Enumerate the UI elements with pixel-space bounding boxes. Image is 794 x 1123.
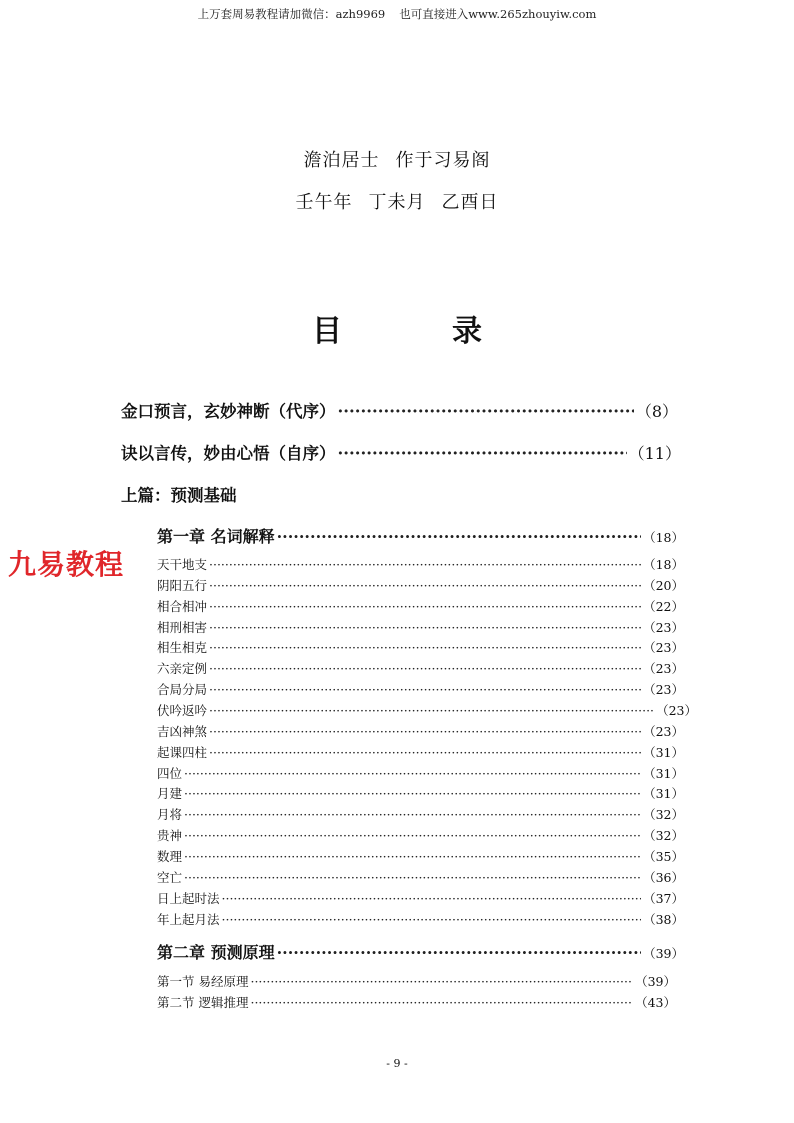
- dot-leader: [209, 578, 641, 593]
- toc-item-title: 空亡: [157, 870, 183, 885]
- toc-item-page: （20）: [643, 578, 684, 593]
- toc-chapter-title: 第二章 预测原理: [157, 943, 275, 962]
- author-name: 澹泊居士: [303, 150, 380, 171]
- toc-item-title: 合局分局: [157, 682, 208, 697]
- header-site-text: 也可直接进入www.265zhouyiw.com: [399, 7, 597, 21]
- toc-item-title: 吉凶神煞: [157, 724, 208, 739]
- dot-leader: [184, 766, 641, 781]
- toc-item-title: 起课四柱: [157, 745, 208, 760]
- toc-item-title: 阴阳五行: [157, 578, 208, 593]
- toc-title-left: 目: [312, 314, 342, 349]
- dot-leader: [338, 444, 627, 463]
- toc-item[interactable]: [157, 805, 684, 823]
- toc-item[interactable]: [157, 701, 697, 719]
- toc-item[interactable]: [157, 618, 684, 636]
- toc-item[interactable]: [157, 638, 684, 656]
- toc-title: [0, 306, 794, 350]
- toc-item-page: （23）: [656, 703, 697, 718]
- dot-leader: [209, 703, 654, 718]
- toc-entry-author-preface[interactable]: [121, 440, 681, 464]
- toc-item[interactable]: [157, 889, 684, 907]
- toc-item-title: 第二节 逻辑推理: [157, 995, 249, 1010]
- dot-leader: [277, 943, 642, 962]
- toc-item[interactable]: [157, 993, 676, 1011]
- toc-item-page: （31）: [643, 766, 684, 781]
- toc-item-page: （37）: [643, 891, 684, 906]
- toc-item-title: 月建: [157, 786, 183, 801]
- toc-entry-preface[interactable]: [121, 398, 678, 422]
- toc-item-title: 六亲定例: [157, 661, 208, 676]
- toc-item[interactable]: [157, 722, 684, 740]
- dot-leader: [222, 912, 642, 927]
- dot-leader: [184, 786, 641, 801]
- toc-chapter-page: （18）: [643, 530, 684, 545]
- dot-leader: [209, 640, 641, 655]
- page-header: [0, 6, 794, 22]
- toc-item-page: （36）: [643, 870, 684, 885]
- date-day: 乙酉日: [441, 192, 499, 213]
- dot-leader: [209, 745, 641, 760]
- dot-leader: [222, 891, 642, 906]
- dot-leader: [209, 599, 641, 614]
- toc-item[interactable]: [157, 680, 684, 698]
- dot-leader: [184, 807, 641, 822]
- toc-entry-page: （11）: [628, 444, 681, 463]
- toc-item-page: （23）: [643, 724, 684, 739]
- date-year: 壬午年: [295, 192, 353, 213]
- toc-item-page: （23）: [643, 661, 684, 676]
- dot-leader: [209, 724, 641, 739]
- toc-chapter-page: （39）: [643, 946, 684, 961]
- toc-item-page: （23）: [643, 640, 684, 655]
- toc-item-title: 贵神: [157, 828, 183, 843]
- toc-item-page: （31）: [643, 745, 684, 760]
- toc-entry-page: （8）: [635, 402, 678, 421]
- toc-item-title: 伏吟返吟: [157, 703, 208, 718]
- toc-item-title: 日上起时法: [157, 891, 220, 906]
- toc-item[interactable]: [157, 659, 684, 677]
- dot-leader: [184, 849, 641, 864]
- toc-item-page: （18）: [643, 557, 684, 572]
- dot-leader: [184, 870, 641, 885]
- dot-leader: [250, 995, 633, 1010]
- toc-item[interactable]: [157, 784, 684, 802]
- toc-item[interactable]: [157, 868, 684, 886]
- dot-leader: [250, 974, 633, 989]
- toc-item[interactable]: [157, 826, 684, 844]
- dot-leader: [184, 828, 641, 843]
- toc-item-page: （32）: [643, 828, 684, 843]
- toc-item[interactable]: [157, 910, 684, 928]
- toc-item[interactable]: [157, 847, 684, 865]
- toc-item-title: 相合相冲: [157, 599, 208, 614]
- toc-item-page: （22）: [643, 599, 684, 614]
- toc-item[interactable]: [157, 764, 684, 782]
- dot-leader: [209, 620, 641, 635]
- toc-item[interactable]: [157, 972, 676, 990]
- toc-item-title: 年上起月法: [157, 912, 220, 927]
- toc-item[interactable]: [157, 597, 684, 615]
- dot-leader: [338, 402, 634, 421]
- toc-chapter-title: 第一章 名词解释: [157, 527, 275, 546]
- toc-item[interactable]: [157, 555, 684, 573]
- toc-item-title: 月将: [157, 807, 183, 822]
- watermark-logo: 九易教程: [8, 548, 125, 581]
- toc-item-title: 相生相克: [157, 640, 208, 655]
- page-number: - 9 -: [386, 1057, 408, 1070]
- toc-item-page: （43）: [635, 995, 676, 1010]
- toc-title-right: 录: [452, 314, 482, 349]
- dot-leader: [209, 557, 641, 572]
- toc-item[interactable]: [157, 743, 684, 761]
- toc-item-page: （23）: [643, 682, 684, 697]
- toc-item-title: 第一节 易经原理: [157, 974, 249, 989]
- part-heading: 上篇：预测基础: [121, 486, 237, 505]
- toc-chapter-2[interactable]: [157, 940, 684, 963]
- author-place: 作于习易阁: [395, 150, 491, 171]
- author-line: [0, 146, 794, 172]
- toc-chapter-1[interactable]: [157, 524, 684, 547]
- toc-item-page: （38）: [643, 912, 684, 927]
- toc-item-page: （35）: [643, 849, 684, 864]
- toc-item-page: （31）: [643, 786, 684, 801]
- dot-leader: [209, 682, 641, 697]
- dot-leader: [277, 527, 642, 546]
- toc-entry-title: 诀以言传，妙由心悟（自序）: [121, 444, 336, 463]
- toc-item-title: 数理: [157, 849, 183, 864]
- dot-leader: [209, 661, 641, 676]
- date-month: 丁未月: [368, 192, 426, 213]
- toc-item-page: （23）: [643, 620, 684, 635]
- toc-entry-title: 金口预言，玄妙神断（代序）: [121, 402, 336, 421]
- toc-item-page: （39）: [635, 974, 676, 989]
- toc-item-title: 四位: [157, 766, 183, 781]
- toc-item-title: 相刑相害: [157, 620, 208, 635]
- date-line: [0, 188, 794, 214]
- toc-item-page: （32）: [643, 807, 684, 822]
- toc-item-title: 天干地支: [157, 557, 208, 572]
- toc-item[interactable]: [157, 576, 684, 594]
- header-wechat-text: 上万套周易教程请加微信：azh9969: [197, 7, 386, 21]
